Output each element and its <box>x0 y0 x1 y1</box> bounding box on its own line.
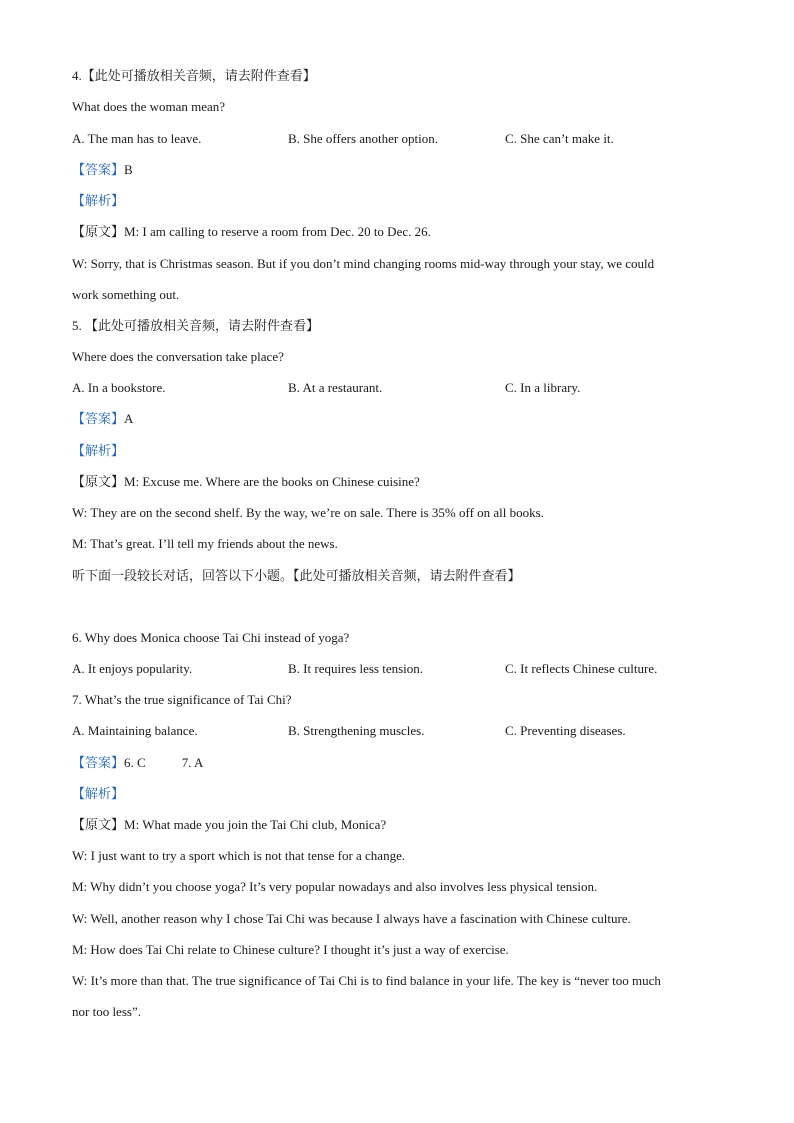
q67-transcript-line: M: Why didn’t you choose yoga? It’s very popular nowadays and also involves less physical tension. <box>72 879 598 894</box>
q5-transcript-line: M: That’s great. I’ll tell my friends about the news. <box>72 536 338 551</box>
transcript-label: 【原文】 <box>72 224 125 239</box>
transcript-label: 【原文】 <box>72 817 125 832</box>
q67-answer <box>72 755 203 771</box>
answer-value-6: 6. C <box>124 755 146 770</box>
q67-transcript-line: W: It’s more than that. The true significance of Tai Chi is to find balance in your life. The key is “never too much <box>72 973 661 988</box>
q7-option-c: C. Preventing diseases. <box>505 723 626 738</box>
q67-transcript-line: M: How does Tai Chi relate to Chinese culture? I thought it’s just a way of exercise. <box>72 942 509 957</box>
answer-value: A <box>124 411 134 426</box>
transcript-text: M: Excuse me. Where are the books on Chinese cuisine? <box>124 474 420 489</box>
q4-option-b: B. She offers another option. <box>288 131 438 146</box>
q67-transcript-line: W: Well, another reason why I chose Tai Chi was because I always have a fascination with Chinese culture. <box>72 911 631 926</box>
q6-option-b: B. It requires less tension. <box>288 661 424 676</box>
q4-transcript-line <box>72 224 431 240</box>
q6-option-c: C. It reflects Chinese culture. <box>505 661 658 676</box>
q5-transcript-line: W: They are on the second shelf. By the way, we’re on sale. There is 35% off on all books. <box>72 505 544 520</box>
q5-option-c: C. In a library. <box>505 380 581 395</box>
q5-question: Where does the conversation take place? <box>72 349 284 364</box>
q4-header: 4.【此处可播放相关音频，请去附件查看】 <box>72 68 316 83</box>
q7-question: 7. What’s the true significance of Tai Chi? <box>72 692 292 707</box>
q5-header: 5. 【此处可播放相关音频，请去附件查看】 <box>72 318 320 333</box>
q5-transcript-line <box>72 474 420 490</box>
q4-transcript-line: work something out. <box>72 287 180 302</box>
answer-label: 【答案】 <box>72 755 125 770</box>
q7-option-a: A. Maintaining balance. <box>72 723 198 738</box>
q6-option-a: A. It enjoys popularity. <box>72 661 193 676</box>
q5-answer <box>72 411 133 427</box>
q67-analysis-label: 【解析】 <box>72 786 125 801</box>
q4-option-a: A. The man has to leave. <box>72 131 202 146</box>
q4-transcript-line: W: Sorry, that is Christmas season. But if you don’t mind changing rooms mid-way through your stay, we could <box>72 256 655 271</box>
answer-label: 【答案】 <box>72 411 125 426</box>
q67-transcript-line: nor too less”. <box>72 1004 141 1019</box>
q4-question: What does the woman mean? <box>72 99 226 114</box>
long-dialogue-header: 听下面一段较长对话，回答以下小题。【此处可播放相关音频，请去附件查看】 <box>72 568 521 583</box>
transcript-label: 【原文】 <box>72 474 125 489</box>
q67-transcript-line <box>72 817 386 833</box>
q4-option-c: C. She can’t make it. <box>505 131 614 146</box>
q4-analysis-label: 【解析】 <box>72 193 125 208</box>
q5-option-a: A. In a bookstore. <box>72 380 166 395</box>
answer-value: B <box>124 162 133 177</box>
q4-answer <box>72 162 133 178</box>
q5-option-b: B. At a restaurant. <box>288 380 383 395</box>
q6-question: 6. Why does Monica choose Tai Chi instead of yoga? <box>72 630 350 645</box>
q7-option-b: B. Strengthening muscles. <box>288 723 425 738</box>
transcript-text: M: I am calling to reserve a room from Dec. 20 to Dec. 26. <box>124 224 431 239</box>
transcript-text: M: What made you join the Tai Chi club, Monica? <box>124 817 387 832</box>
q67-transcript-line: W: I just want to try a sport which is not that tense for a change. <box>72 848 406 863</box>
answer-value-7: 7. A <box>181 755 204 770</box>
answer-label: 【答案】 <box>72 162 125 177</box>
q5-analysis-label: 【解析】 <box>72 443 125 458</box>
